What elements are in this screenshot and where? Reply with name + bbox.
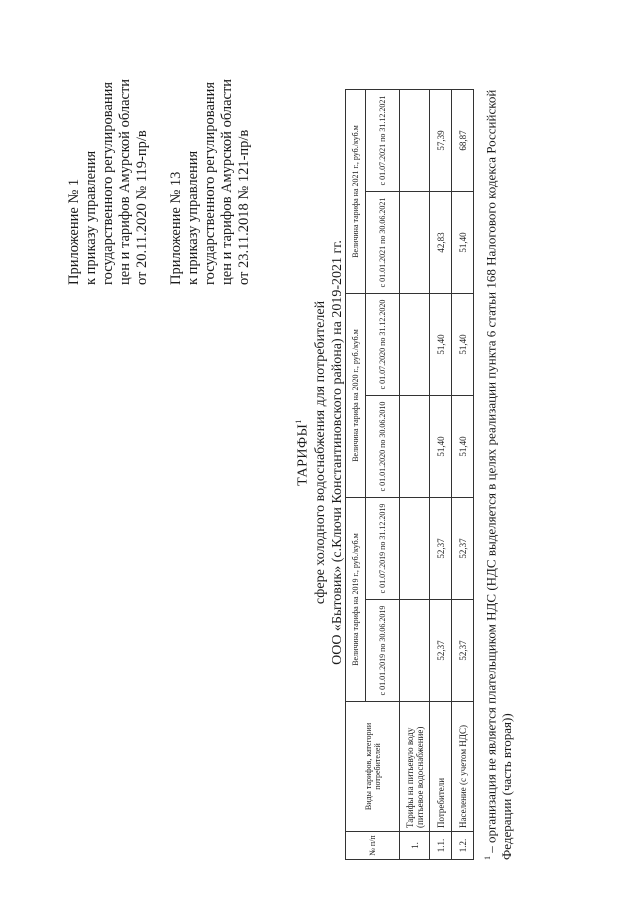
header-period: с 01.01.2020 по 30.06.2010	[366, 396, 400, 498]
row-value: 51,40	[452, 294, 474, 396]
row-name: Потребители	[430, 702, 452, 832]
row-value: 68,87	[452, 90, 474, 192]
appendix-1-line: государственного регулирования	[100, 81, 116, 285]
appendix-13-line: Приложение № 13	[168, 171, 184, 285]
title-heading	[290, 0, 312, 905]
row-value: 42,83	[430, 192, 452, 294]
appendix-13-block	[168, 15, 253, 285]
header-period: с 01.01.2019 по 30.06.2019	[366, 600, 400, 702]
appendix-13-line: цен и тарифов Амурской области	[219, 78, 235, 285]
table-row	[400, 90, 430, 860]
row-value: 52,37	[452, 498, 474, 600]
row-num: 1.2.	[452, 832, 474, 860]
header-period: с 01.07.2020 по 31.12.2020	[366, 294, 400, 396]
header-group-2021: Величина тарифа на 2021 г., руб./куб.м	[346, 90, 366, 294]
table-row	[430, 90, 452, 860]
appendix-13-line: от 23.11.2018 № 121-пр/в	[236, 129, 252, 285]
row-value: 51,40	[430, 294, 452, 396]
row-value: 57,39	[430, 90, 452, 192]
row-num: 1.1.	[430, 832, 452, 860]
row-value: 51,40	[452, 192, 474, 294]
appendix-1-block	[66, 15, 151, 285]
appendix-1-line: от 20.11.2020 № 119-пр/в	[134, 130, 150, 285]
row-value	[400, 396, 430, 498]
title-line-2: сфере холодного водоснабжения для потребителей	[312, 300, 328, 605]
row-value	[400, 90, 430, 192]
row-num: 1.	[400, 832, 430, 860]
appendix-13-line: государственного регулирования	[202, 81, 218, 285]
tariff-table	[345, 89, 474, 860]
row-name: Тарифы на питьевую воду (питьевое водоснабжение)	[400, 702, 430, 832]
footnote	[480, 40, 515, 860]
title-heading-text: ТАРИФЫ	[295, 423, 311, 486]
row-value	[400, 600, 430, 702]
appendix-1-line: цен и тарифов Амурской области	[117, 78, 133, 285]
row-value: 51,40	[452, 396, 474, 498]
title-line-3: ООО «Бытовик» (с.Ключи Константиновского района) на 2019-2021 гг.	[329, 240, 345, 665]
row-value: 52,37	[430, 498, 452, 600]
header-period: с 01.01.2021 по 30.06.2021	[366, 192, 400, 294]
row-name: Население (с учетом НДС)	[452, 702, 474, 832]
header-group-2020: Величина тарифа на 2020 г., руб./куб.м	[346, 294, 366, 498]
row-value	[400, 294, 430, 396]
header-num: № п/п	[346, 832, 400, 860]
table-header-row	[346, 90, 366, 860]
appendix-13-line: к приказу управления	[185, 150, 201, 285]
document-title	[290, 0, 346, 905]
row-value	[400, 192, 430, 294]
footnote-text: – организация не является плательщиком НДС (НДС выделяется в целях реализации пункта 6 статьи 168 Налогового кодекса Российской Федерации (часть вторая))	[483, 89, 515, 860]
header-name: Виды тарифов, категории потребителей	[346, 702, 400, 832]
row-value: 52,37	[452, 600, 474, 702]
appendix-1-line: к приказу управления	[83, 150, 99, 285]
title-footnote-mark: 1	[294, 419, 303, 424]
row-value: 51,40	[430, 396, 452, 498]
header-group-2019: Величина тарифа на 2019 г., руб./куб.м	[346, 498, 366, 702]
header-period: с 01.07.2019 по 31.12.2019	[366, 498, 400, 600]
row-value	[400, 498, 430, 600]
appendix-1-line: Приложение № 1	[66, 178, 82, 285]
header-period: с 01.07.2021 по 31.12.2021	[366, 90, 400, 192]
footnote-mark: 1	[483, 856, 492, 860]
row-value: 52,37	[430, 600, 452, 702]
table-row	[452, 90, 474, 860]
